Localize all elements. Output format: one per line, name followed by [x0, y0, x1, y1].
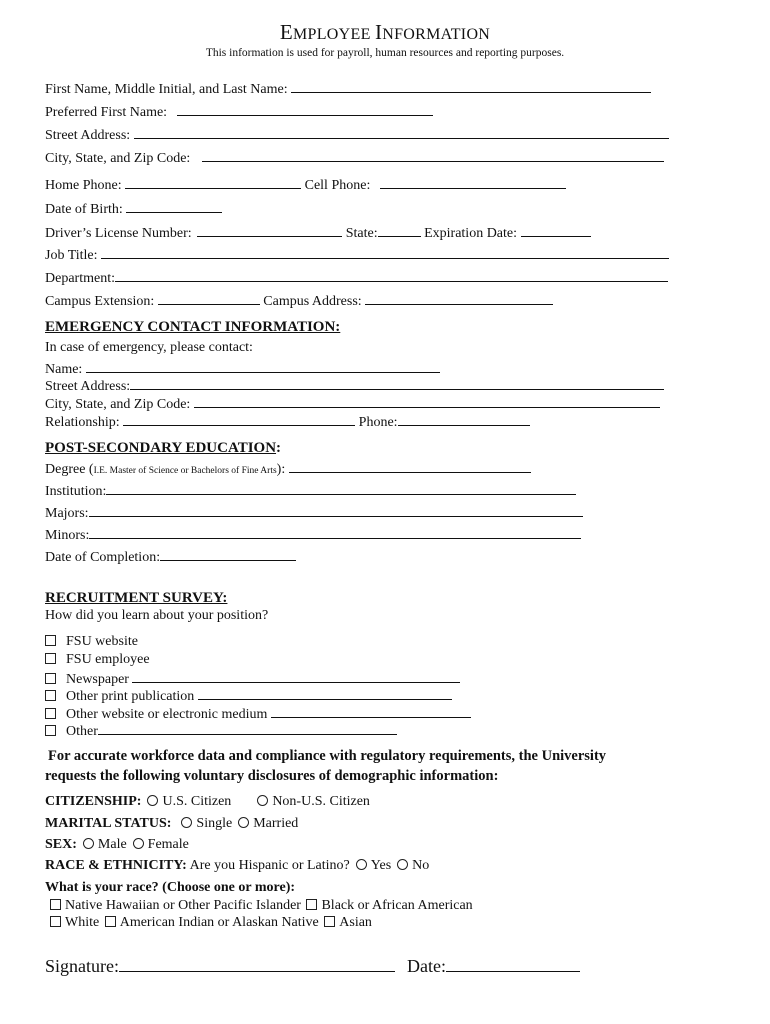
citizenship-row: CITIZENSHIP: U.S. Citizen Non-U.S. Citizen — [45, 794, 370, 809]
checkbox-icon[interactable] — [45, 708, 56, 719]
completion-row: Date of Completion: — [45, 548, 296, 566]
radio-icon[interactable] — [397, 859, 408, 870]
relationship-field[interactable] — [123, 413, 355, 426]
department-field[interactable] — [115, 269, 668, 282]
street-field[interactable] — [134, 126, 669, 139]
date-field[interactable] — [446, 956, 580, 972]
street-row: Street Address: — [45, 126, 669, 144]
survey-option[interactable]: FSU website — [45, 634, 138, 650]
expiration-date-field[interactable] — [521, 224, 591, 237]
campus-address-field[interactable] — [365, 292, 553, 305]
campus-row: Campus Extension: Campus Address: — [45, 292, 553, 310]
emergency-city-field[interactable] — [194, 395, 660, 408]
license-number-field[interactable] — [197, 224, 342, 237]
majors-row: Majors: — [45, 504, 583, 522]
radio-icon[interactable] — [83, 838, 94, 849]
checkbox-icon[interactable] — [105, 916, 116, 927]
page-title: EMPLOYEE INFORMATION — [279, 20, 491, 44]
degree-row: Degree (I.E. Master of Science or Bachelors of Fine Arts): — [45, 460, 531, 478]
full-name-row: First Name, Middle Initial, and Last Name: — [45, 80, 651, 98]
ethnicity-row: RACE & ETHNICITY: Are you Hispanic or Latino? Yes No — [45, 858, 430, 873]
emergency-relationship-row: Relationship: Phone: — [45, 413, 530, 431]
emergency-street-field[interactable] — [130, 377, 664, 390]
job-title-field[interactable] — [101, 246, 669, 259]
other-field[interactable] — [98, 722, 397, 735]
phone-row: Home Phone: Cell Phone: — [45, 176, 566, 194]
emergency-name-row: Name: — [45, 360, 440, 378]
race-options-row1: Native Hawaiian or Other Pacific Islander Black or African American — [48, 898, 473, 914]
race-options-row2: White American Indian or Alaskan Native Asian — [48, 915, 372, 931]
emergency-city-row: City, State, and Zip Code: — [45, 395, 660, 413]
survey-option[interactable]: FSU employee — [45, 652, 150, 668]
demographics-note-line2: requests the following voluntary disclosures of demographic information: — [45, 768, 499, 784]
job-title-row: Job Title: — [45, 246, 669, 264]
checkbox-icon[interactable] — [45, 725, 56, 736]
full-name-field[interactable] — [291, 80, 651, 93]
race-question: What is your race? (Choose one or more): — [45, 880, 296, 895]
survey-option[interactable]: Other print publication — [45, 687, 452, 705]
demographics-note-line1: For accurate workforce data and compliance with regulatory requirements, the University — [48, 748, 607, 764]
degree-field[interactable] — [289, 460, 531, 473]
radio-icon[interactable] — [257, 795, 268, 806]
emergency-name-field[interactable] — [86, 360, 440, 373]
majors-field[interactable] — [89, 504, 583, 517]
completion-date-field[interactable] — [160, 548, 296, 561]
checkbox-icon[interactable] — [50, 916, 61, 927]
minors-row: Minors: — [45, 526, 581, 544]
survey-heading: RECRUITMENT SURVEY: — [45, 590, 228, 606]
checkbox-icon[interactable] — [45, 653, 56, 664]
survey-option[interactable]: Other — [45, 722, 397, 740]
signature-row: Signature: Date: — [45, 956, 580, 977]
checkbox-icon[interactable] — [45, 690, 56, 701]
survey-option[interactable]: Other website or electronic medium — [45, 705, 471, 723]
institution-row: Institution: — [45, 482, 576, 500]
emergency-street-row: Street Address: — [45, 377, 664, 395]
home-phone-field[interactable] — [125, 176, 301, 189]
checkbox-icon[interactable] — [45, 635, 56, 646]
education-heading: POST-SECONDARY EDUCATION: — [45, 440, 282, 456]
dob-row: Date of Birth: — [45, 200, 222, 218]
dob-field[interactable] — [126, 200, 222, 213]
other-print-field[interactable] — [198, 687, 452, 700]
preferred-name-row: Preferred First Name: — [45, 103, 433, 121]
city-field[interactable] — [202, 149, 664, 162]
institution-field[interactable] — [106, 482, 576, 495]
signature-field[interactable] — [119, 956, 395, 972]
license-row: Driver’s License Number: State: Expiration Date: — [45, 224, 591, 242]
radio-icon[interactable] — [356, 859, 367, 870]
radio-icon[interactable] — [238, 817, 249, 828]
page-subtitle: This information is used for payroll, human resources and reporting purposes. — [205, 47, 565, 59]
department-row: Department: — [45, 269, 668, 287]
newspaper-field[interactable] — [132, 670, 460, 683]
campus-extension-field[interactable] — [158, 292, 260, 305]
city-row: City, State, and Zip Code: — [45, 149, 664, 167]
radio-icon[interactable] — [147, 795, 158, 806]
radio-icon[interactable] — [133, 838, 144, 849]
other-web-field[interactable] — [271, 705, 471, 718]
marital-row: MARITAL STATUS: Single Married — [45, 816, 299, 831]
checkbox-icon[interactable] — [306, 899, 317, 910]
emergency-heading: EMERGENCY CONTACT INFORMATION: — [45, 319, 341, 335]
license-state-field[interactable] — [378, 224, 421, 237]
emergency-phone-field[interactable] — [398, 413, 530, 426]
radio-icon[interactable] — [181, 817, 192, 828]
survey-question: How did you learn about your position? — [45, 608, 269, 623]
survey-option[interactable]: Newspaper — [45, 670, 460, 688]
cell-phone-field[interactable] — [380, 176, 566, 189]
emergency-intro: In case of emergency, please contact: — [45, 340, 253, 355]
preferred-name-field[interactable] — [177, 103, 433, 116]
minors-field[interactable] — [89, 526, 581, 539]
checkbox-icon[interactable] — [45, 673, 56, 684]
sex-row: SEX: Male Female — [45, 837, 189, 852]
checkbox-icon[interactable] — [324, 916, 335, 927]
checkbox-icon[interactable] — [50, 899, 61, 910]
